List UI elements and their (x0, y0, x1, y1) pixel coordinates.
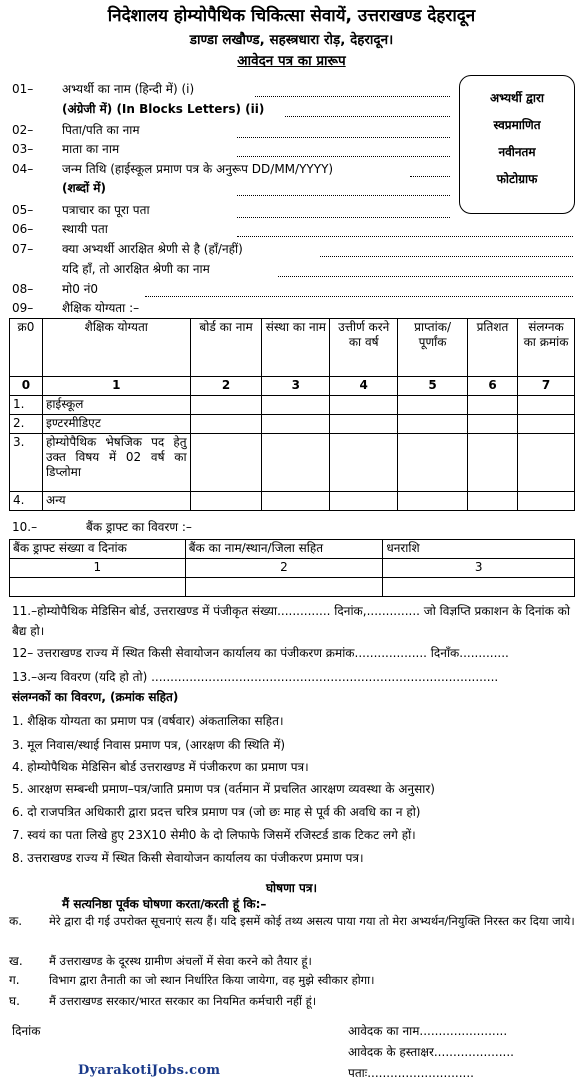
field-label: पिता/पति का नाम (62, 123, 140, 137)
table-cell[interactable] (262, 434, 330, 492)
field-label: यदि हाँ, तो आरक्षित श्रेणी का नाम (62, 262, 210, 276)
declaration-letter: ख. (9, 954, 23, 968)
table-cell[interactable] (468, 415, 518, 434)
table-cell[interactable] (185, 578, 383, 597)
table-row (10, 578, 575, 597)
photo-box-line: अभ्यर्थी द्वारा (489, 91, 545, 105)
input-line[interactable] (278, 276, 573, 277)
field-label: शैक्षिक योग्यता :– (62, 301, 140, 315)
table-cell[interactable] (398, 415, 468, 434)
row-serial: 4. (10, 492, 43, 511)
table-cell[interactable] (262, 396, 330, 415)
input-line[interactable] (145, 296, 573, 297)
watermark: DyarakotiJobs.com (78, 1063, 221, 1078)
column-header: बैंक ड्राफ्ट संख्या व दिनांक (10, 540, 186, 559)
column-header: संस्था का नाम (262, 319, 330, 377)
directorate-title: निदेशालय होम्योपैथिक चिकित्सा सेवायें, उत्तराखण्ड देहरादून (107, 6, 476, 26)
field-label: मो0 नं0 (62, 282, 99, 296)
enclosures-heading: संलग्नकों का विवरण, (क्रमांक सहित) (12, 690, 179, 704)
table-cell[interactable] (517, 492, 574, 511)
photo-box-line: फोटोग्राफ (496, 172, 538, 186)
field-label: अभ्यर्थी का नाम (हिन्दी में) (i) (62, 82, 195, 96)
field-number: 06– (12, 222, 34, 236)
column-number: 2 (190, 377, 262, 396)
table-row (10, 415, 575, 434)
item-13: 13.–अन्य विवरण (यदि हो तो) ........................................................................................... (12, 670, 499, 684)
enclosure-item: 8. उत्तराखण्ड राज्य में स्थित किसी सेवायोजन कार्यालय का पंजीकरण प्रमाण पत्र। (12, 851, 364, 865)
input-line[interactable] (320, 256, 573, 257)
input-line[interactable] (255, 96, 450, 97)
table-cell[interactable] (330, 415, 398, 434)
column-header: क्र0 (10, 319, 43, 377)
input-line[interactable] (237, 137, 450, 138)
item-12: 12– उत्तराखण्ड राज्य में स्थित किसी सेवायोजन कार्यालय का पंजीकरण क्रमांक................... दिनाँक............. (12, 646, 509, 660)
table-row (10, 434, 575, 492)
field-number: 05– (12, 203, 34, 217)
declaration-heading: घोषणा पत्र। (265, 881, 318, 895)
field-number: 03– (12, 142, 34, 156)
field-number: 07– (12, 242, 34, 256)
declaration-text: मेरे द्वारा दी गई उपरोक्त सूचनाएं सत्य हैं। यदि इसमें कोई तथ्य असत्य पाया गया तो मेरा अभ्यर्थन/नियुक्ति निरस्त कर दिया जाये। (49, 914, 575, 928)
declaration-text: विभाग द्वारा तैनाती का जो स्थान निर्धारित किया जायेगा, वह मुझे स्वीकार होगा। (49, 973, 375, 987)
table-cell[interactable] (190, 434, 262, 492)
field-label: जन्म तिथि (हाईस्कूल प्रमाण पत्र के अनुरूप DD/MM/YYYY) (62, 162, 334, 176)
enclosure-item: 6. दो राजपत्रित अधिकारी द्वारा प्रदत्त चरित्र प्रमाण पत्र (जो छः माह से पूर्व की अवधि का न हो) (12, 805, 421, 819)
input-line[interactable] (237, 217, 450, 218)
table-header-row (10, 540, 575, 559)
row-serial: 1. (10, 396, 43, 415)
column-header: प्राप्तांक/पूर्णांक (398, 319, 468, 377)
row-qualification: होम्योपैथिक भेषजिक पद हेतु उक्त विषय में 02 वर्ष का डिप्लोमा (42, 434, 190, 492)
form-title: आवेदन पत्र का प्रारूप (237, 53, 346, 69)
field-label: पत्राचार का पूरा पता (62, 203, 150, 217)
photo-box-line: नवीनतम (498, 145, 536, 159)
field-number: 04– (12, 162, 34, 176)
input-line[interactable] (237, 236, 573, 237)
table-cell[interactable] (10, 578, 186, 597)
table-cell[interactable] (398, 492, 468, 511)
declaration-text: मैं उत्तराखण्ड के दूरस्थ ग्रामीण अंचलों में सेवा करने को तैयार हूं। (49, 954, 312, 968)
field-label: क्या अभ्यर्थी आरक्षित श्रेणी से है (हाँ/नहीं) (62, 242, 243, 256)
input-line[interactable] (285, 116, 450, 117)
declaration-letter: घ. (9, 994, 20, 1008)
field-number: 09– (12, 301, 34, 315)
directorate-address: डाण्डा लखौण्ड, सहस्त्रधारा रोड़, देहरादून। (189, 32, 394, 48)
item-11: 11.–होम्योपैथिक मेडिसिन बोर्ड, उत्तराखण्ड में पंजीकृत संख्या.............. दिनांक,.............. जो विज्ञप्ति प्रकाशन के दिनांक को बैद्य हो। (12, 604, 570, 638)
column-number: 3 (383, 559, 575, 578)
table-cell[interactable] (517, 415, 574, 434)
field-number: 08– (12, 282, 34, 296)
declaration-letter: क. (9, 914, 23, 928)
table-header-row (10, 319, 575, 377)
table-cell[interactable] (468, 434, 518, 492)
table-cell[interactable] (468, 492, 518, 511)
table-cell[interactable] (190, 415, 262, 434)
column-number: 4 (330, 377, 398, 396)
field-label: (अंग्रेजी में) (In Blocks Letters) (ii) (62, 102, 265, 116)
column-number: 2 (185, 559, 383, 578)
applicant-signature-label: आवेदक के हस्ताक्षर..................... (348, 1045, 514, 1059)
input-line[interactable] (410, 176, 450, 177)
table-cell[interactable] (262, 492, 330, 511)
table-cell[interactable] (330, 492, 398, 511)
enclosure-item: 4. होम्योपैथिक मेडिसिन बोर्ड उत्तराखण्ड में पंजीकरण का प्रमाण पत्र। (12, 760, 309, 774)
table-cell[interactable] (330, 434, 398, 492)
row-qualification: हाईस्कूल (42, 396, 190, 415)
photo-box-line: स्वप्रमाणित (493, 118, 541, 132)
bank-draft-table (9, 539, 575, 597)
column-header: बैंक का नाम/स्थान/जिला सहित (185, 540, 383, 559)
input-line[interactable] (237, 195, 450, 196)
column-number: 1 (42, 377, 190, 396)
field-label: माता का नाम (62, 142, 120, 156)
column-number: 5 (398, 377, 468, 396)
enclosure-item: 3. मूल निवास/स्थाई निवास प्रमाण पत्र, (आरक्षण की स्थिति में) (12, 738, 286, 752)
photo-box (459, 75, 575, 214)
field-number: 10.– (12, 520, 38, 534)
draft-heading: बैंक ड्राफ्ट का विवरण :– (86, 520, 192, 534)
enclosure-item: 7. स्वयं का पता लिखे हुए 23X10 सेमी0 के दो लिफाफे जिसमें रजिस्टर्ड डाक टिकट लगे हों। (12, 828, 416, 842)
column-number: 1 (10, 559, 186, 578)
table-cell[interactable] (330, 396, 398, 415)
table-cell[interactable] (383, 578, 575, 597)
column-number: 0 (10, 377, 43, 396)
column-number: 7 (517, 377, 574, 396)
declaration-letter: ग. (9, 973, 20, 987)
table-cell[interactable] (190, 492, 262, 511)
table-cell[interactable] (517, 434, 574, 492)
field-label: (शब्दों में) (62, 181, 106, 195)
column-number: 6 (468, 377, 518, 396)
column-header: बोर्ड का नाम (190, 319, 262, 377)
column-header: धनराशि (383, 540, 575, 559)
declaration-text: मैं उत्तराखण्ड सरकार/भारत सरकार का नियमित कर्मचारी नहीं हूं। (49, 994, 317, 1008)
row-serial: 2. (10, 415, 43, 434)
column-header: शैक्षिक योग्यता (42, 319, 190, 377)
table-cell[interactable] (398, 434, 468, 492)
field-number: 02– (12, 123, 34, 137)
table-cell[interactable] (190, 396, 262, 415)
applicant-name-label: आवेदक का नाम....................... (348, 1024, 508, 1038)
enclosure-item: 5. आरक्षण सम्बन्धी प्रमाण–पत्र/जाति प्रमाण पत्र (वर्तमान में प्रचलित आरक्षण व्यवस्था के अनुसार) (12, 782, 435, 796)
field-number: 01– (12, 82, 34, 96)
table-row (10, 396, 575, 415)
field-label: स्थायी पता (62, 222, 108, 236)
row-qualification: इण्टरमीडिएट (42, 415, 190, 434)
row-serial: 3. (10, 434, 43, 492)
input-line[interactable] (237, 156, 450, 157)
date-label: दिनांक (12, 1024, 41, 1038)
table-cell[interactable] (468, 396, 518, 415)
address-label: पताः............................ (348, 1066, 474, 1080)
column-header: संलग्नक का क्रमांक (517, 319, 574, 377)
declaration-intro: मैं सत्यनिष्ठा पूर्वक घोषणा करता/करती हूं कि:– (62, 897, 267, 911)
enclosure-item: 1. शैक्षिक योग्यता का प्रमाण पत्र (वर्षवार) अंकतालिका सहित। (12, 714, 284, 728)
table-cell[interactable] (262, 415, 330, 434)
table-row (10, 492, 575, 511)
column-header: प्रतिशत (468, 319, 518, 377)
row-qualification: अन्य (42, 492, 190, 511)
table-cell[interactable] (398, 396, 468, 415)
column-number: 3 (262, 377, 330, 396)
column-number-row (10, 377, 575, 396)
education-table (9, 318, 575, 511)
table-cell[interactable] (517, 396, 574, 415)
column-header: उत्तीर्ण करने का वर्ष (330, 319, 398, 377)
column-number-row (10, 559, 575, 578)
